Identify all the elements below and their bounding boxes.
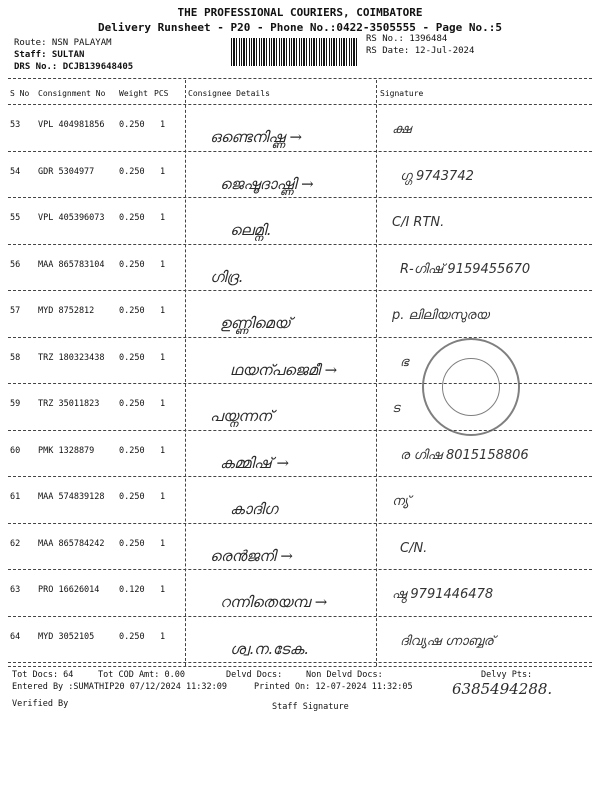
row-sno: 56 — [10, 259, 21, 270]
row-sno: 63 — [10, 585, 21, 595]
row-consignment: MYD 3052105 — [38, 631, 95, 642]
total-cod: Tot COD Amt: 0.00 — [98, 670, 185, 680]
row-weight: 0.250 — [119, 492, 145, 502]
row-pcs: 1 — [160, 492, 166, 502]
col-header-consignment: Consignment No — [38, 89, 106, 98]
row-handwritten-signature: C/N. — [400, 540, 428, 556]
row-weight: 0.120 — [119, 585, 145, 595]
row-consignment: TRZ 35011823 — [38, 399, 100, 409]
route-label: Route: NSN PALAYAM — [14, 38, 112, 48]
row-consignment: PRO 16626014 — [38, 585, 100, 595]
col-header-pcs: PCS — [154, 89, 169, 98]
row-pcs: 1 — [160, 399, 166, 409]
row-sno: 61 — [10, 492, 21, 502]
delivery-stamp — [422, 338, 520, 436]
row-pcs: 1 — [160, 306, 166, 316]
row-divider — [8, 616, 592, 617]
rs-date: RS Date: 12-Jul-2024 — [366, 46, 475, 56]
row-consignment: PMK 1328879 — [38, 445, 95, 456]
row-handwritten-name: ഥയന്പജെമീ → — [230, 360, 338, 379]
row-sno: 59 — [10, 399, 21, 409]
row-sno: 60 — [10, 445, 21, 456]
row-divider — [8, 430, 592, 431]
row-sno: 55 — [10, 213, 21, 223]
row-pcs: 1 — [160, 585, 166, 595]
row-divider — [8, 151, 592, 152]
row-consignment: MYD 8752812 — [38, 306, 95, 316]
barcode-image — [231, 38, 357, 66]
row-pcs: 1 — [160, 259, 166, 270]
row-divider — [8, 197, 592, 198]
row-pcs: 1 — [160, 352, 166, 363]
row-pcs: 1 — [160, 445, 166, 456]
column-divider-signature — [376, 80, 377, 666]
row-sno: 54 — [10, 166, 21, 177]
handwritten-phone: 6385494288. — [452, 680, 553, 698]
row-consignment: GDR 5304977 — [38, 166, 95, 177]
row-consignment: MAA 574839128 — [38, 492, 105, 502]
runsheet-title: Delivery Runsheet - P20 - Phone No.:0422-3505555 - Page No.:5 — [98, 21, 502, 34]
row-consignment: TRZ 180323438 — [38, 352, 105, 363]
row-handwritten-signature: ഷ്ഠ 9791446478 — [392, 587, 494, 602]
row-sno: 57 — [10, 306, 21, 316]
row-handwritten-signature: R-ഗിഷ് 9159455670 — [400, 261, 531, 277]
row-sno: 58 — [10, 352, 21, 363]
column-divider-details — [185, 80, 186, 666]
row-consignment: MAA 865783104 — [38, 259, 105, 270]
row-pcs: 1 — [160, 213, 166, 223]
row-handwritten-signature: ര ഗിഷ 8015158806 — [400, 447, 529, 463]
row-handwritten-name: ഒണ്ടെനിഷ്ണ → — [210, 128, 303, 146]
header-bottom-rule — [8, 104, 592, 105]
row-sno: 64 — [10, 631, 21, 642]
row-handwritten-name: ലെമ്നി. — [230, 221, 271, 239]
col-header-consignee: Consignee Details — [188, 89, 270, 98]
row-handwritten-signature: ദിവ്യഷ ഗ്നാബ്ബര് — [400, 633, 494, 649]
row-divider — [8, 523, 592, 524]
row-weight: 0.250 — [119, 538, 145, 549]
non-delivered-docs: Non Delvd Docs: — [306, 670, 383, 680]
row-weight: 0.250 — [119, 445, 145, 456]
row-sno: 53 — [10, 120, 21, 130]
verified-by: Verified By — [12, 699, 69, 709]
row-handwritten-signature: ഭ — [400, 354, 409, 370]
row-handwritten-name: ശ്വ.ന.ടേക. — [230, 639, 309, 658]
row-consignment: MAA 865784242 — [38, 538, 105, 549]
row-handwritten-signature: ന്യ് — [392, 494, 410, 509]
staff-label: Staff: SULTAN — [14, 50, 85, 60]
delivery-points: Delvy Pts: — [481, 670, 533, 680]
row-sno: 62 — [10, 538, 21, 549]
row-handwritten-name: ഗിദ്ര. — [210, 267, 243, 286]
row-divider — [8, 244, 592, 245]
row-handwritten-name: റന്നിതെയമ്പ → — [220, 593, 328, 611]
row-weight: 0.250 — [119, 213, 145, 223]
drs-number: DRS No.: DCJB139648405 — [14, 62, 134, 72]
total-docs: Tot Docs: 64 — [12, 670, 74, 680]
row-weight: 0.250 — [119, 259, 145, 270]
row-weight: 0.250 — [119, 631, 145, 642]
col-header-signature: Signature — [380, 89, 424, 98]
staff-signature-label: Staff Signature — [272, 702, 349, 712]
row-handwritten-name: ജെഷൂദാഷ്ണി → — [220, 174, 314, 193]
row-handwritten-signature: ട — [392, 401, 400, 416]
row-consignment: VPL 404981856 — [38, 120, 105, 130]
footer-rule — [8, 666, 592, 667]
row-consignment: VPL 405396073 — [38, 213, 105, 223]
delivered-docs: Delvd Docs: — [226, 670, 283, 680]
col-header-weight: Weight — [119, 89, 148, 98]
row-pcs: 1 — [160, 631, 166, 642]
row-pcs: 1 — [160, 120, 166, 130]
row-pcs: 1 — [160, 538, 166, 549]
row-handwritten-signature: C/I RTN. — [392, 215, 445, 230]
row-handwritten-signature: p. ലിലിയസുരയ — [392, 308, 489, 323]
rs-number: RS No.: 1396484 — [366, 34, 448, 44]
row-pcs: 1 — [160, 166, 166, 177]
row-weight: 0.250 — [119, 120, 145, 130]
row-weight: 0.250 — [119, 166, 145, 177]
row-weight: 0.250 — [119, 306, 145, 316]
row-handwritten-signature: ക്ഷ — [392, 122, 411, 137]
row-handwritten-name: കാദിഗ — [230, 500, 278, 518]
row-weight: 0.250 — [119, 352, 145, 363]
entered-by: Entered By :SUMATHIP20 07/12/2024 11:32:09 — [12, 682, 227, 692]
row-divider — [8, 290, 592, 291]
col-header-sno: S No — [10, 89, 30, 98]
row-handwritten-name: പയ്നന്നന് — [210, 407, 273, 425]
printed-on: Printed On: 12-07-2024 11:32:05 — [254, 682, 413, 692]
row-handwritten-name: കമ്മിഷ് → — [220, 453, 290, 472]
row-divider — [8, 476, 592, 477]
row-handwritten-name: രെൻജനി → — [210, 546, 293, 565]
row-divider — [8, 569, 592, 570]
row-handwritten-name: ഉണ്ണിമെയ് — [220, 314, 291, 332]
row-divider — [8, 662, 592, 663]
row-weight: 0.250 — [119, 399, 145, 409]
row-divider — [8, 337, 592, 338]
header-top-rule — [8, 78, 592, 79]
company-title: THE PROFESSIONAL COURIERS, COIMBATORE — [177, 6, 423, 19]
row-handwritten-signature: ഗ്ഗ 9743742 — [400, 168, 474, 184]
